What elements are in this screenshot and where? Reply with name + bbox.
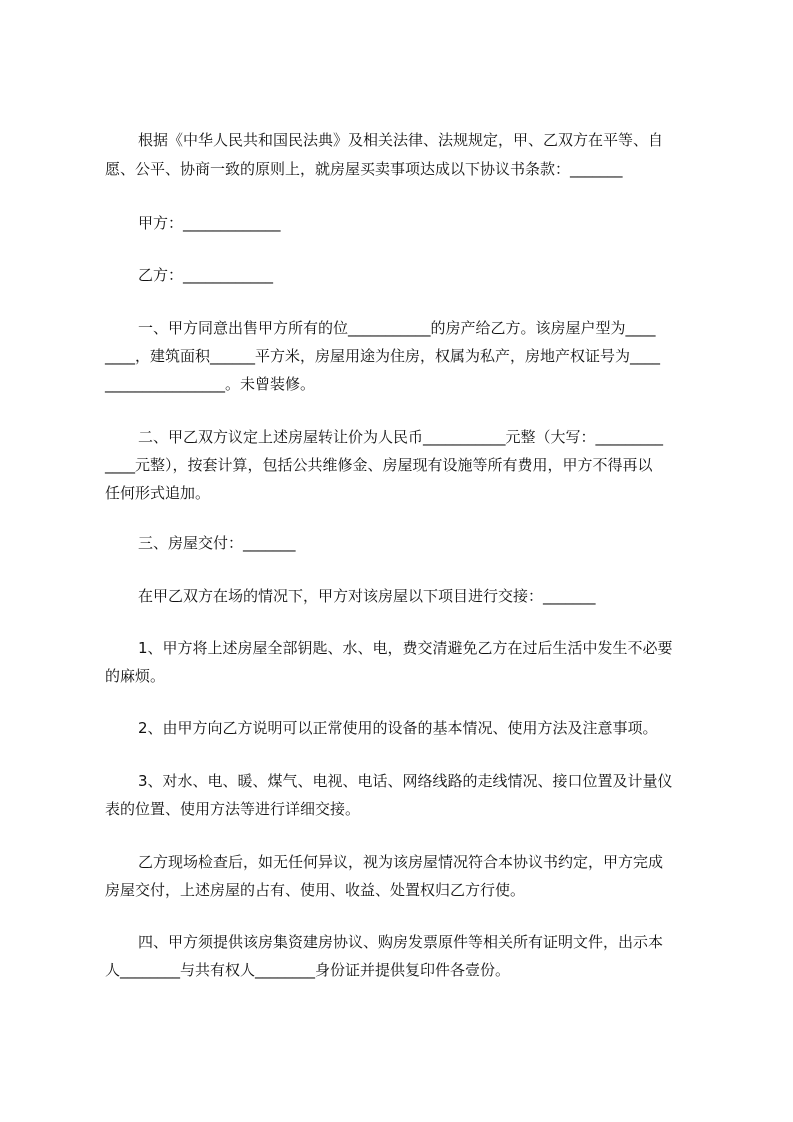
party-a-line: 甲方：_____________: [138, 214, 281, 232]
clause-2-line-2: ____元整），按套计算，包括公共维修金、房屋现有设施等所有费用，甲方不得再以: [105, 456, 653, 474]
clause-2-line-1: 二、甲乙双方议定上述房屋转让价为人民币___________元整（大写：_________: [138, 428, 664, 446]
clause-1-line-3: ________________。未曾装修。: [105, 375, 316, 393]
preamble-line-1: 根据《中华人民共和国民法典》及相关法律、法规规定，甲、乙双方在平等、自: [138, 131, 664, 149]
clause-2-line-3: 任何形式追加。: [105, 484, 211, 502]
clause-1-line-1: 一、甲方同意出售甲方所有的位___________的房产给乙方。该房屋户型为____: [138, 319, 656, 337]
item-1-line-2: 的麻烦。: [105, 667, 166, 685]
party-b-line: 乙方：____________: [138, 266, 274, 284]
clause-3-title: 三、房屋交付：_______: [138, 534, 296, 552]
item-2-line: 2、由甲方向乙方说明可以正常使用的设备的基本情况、使用方法及注意事项。: [138, 719, 658, 737]
handover-intro: 在甲乙双方在场的情况下，甲方对该房屋以下项目进行交接：_______: [138, 587, 596, 605]
inspection-line-2: 房屋交付，上述房屋的占有、使用、收益、处置权归乙方行使。: [105, 881, 526, 899]
item-3-line-1: 3、对水、电、暖、煤气、电视、电话、网络线路的走线情况、接口位置及计量仪: [138, 772, 673, 790]
preamble-line-2: 愿、公平、协商一致的原则上，就房屋买卖事项达成以下协议书条款：_______: [105, 160, 623, 178]
item-3-line-2: 表的位置、使用方法等进行详细交接。: [105, 800, 361, 818]
inspection-line-1: 乙方现场检查后，如无任何异议，视为该房屋情况符合本协议书约定，甲方完成: [138, 853, 664, 871]
item-1-line-1: 1、甲方将上述房屋全部钥匙、水、电，费交清避免乙方在过后生活中发生不必要: [138, 639, 673, 657]
clause-4-line-2: 人________与共有权人________身份证并提供复印件各壹份。: [105, 961, 511, 979]
clause-1-line-2: ____，建筑面积______平方米，房屋用途为住房，权属为私产，房地产权证号为____: [105, 347, 661, 365]
clause-4-line-1: 四、甲方须提供该房集资建房协议、购房发票原件等相关所有证明文件，出示本: [138, 933, 664, 951]
